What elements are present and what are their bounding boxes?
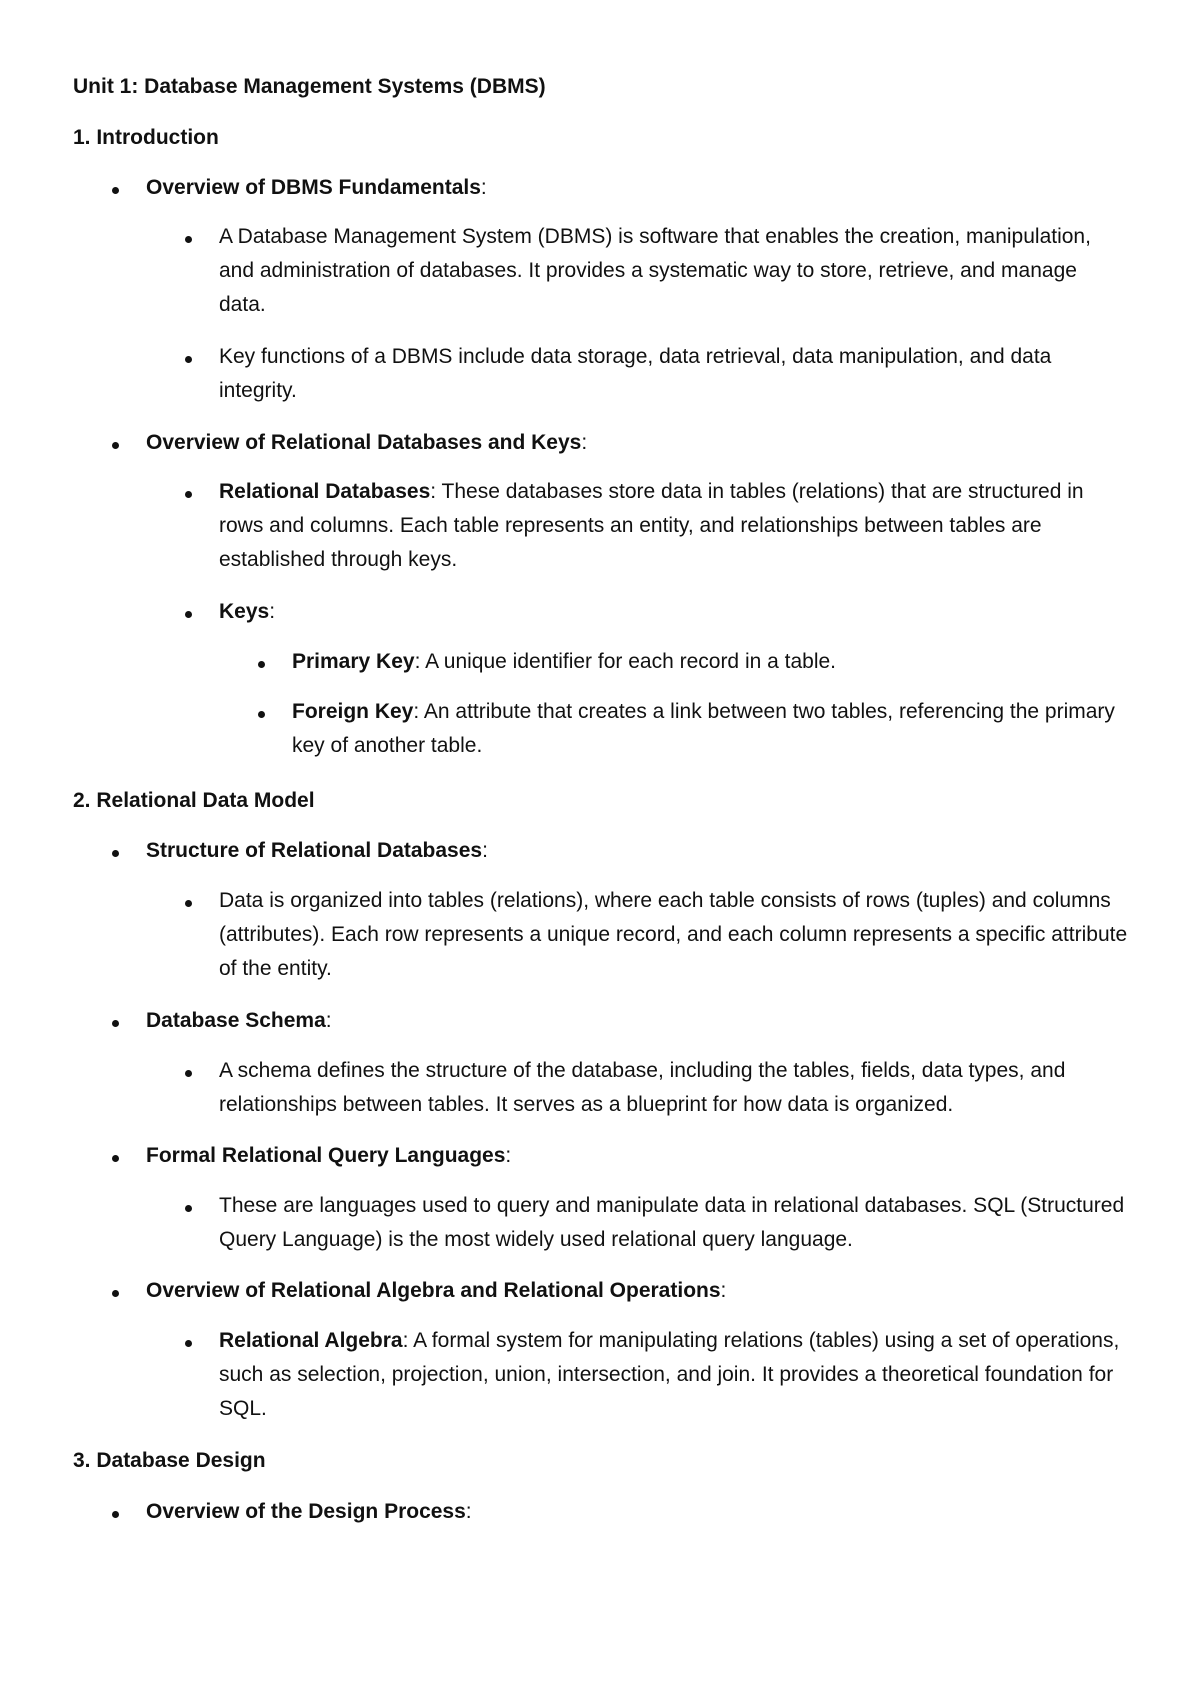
foreign-key-label: Foreign Key xyxy=(292,700,414,723)
dbms-definition-text: A Database Management System (DBMS) is software that enables the creation, manipulation, and administration of databases. It provides a systematic way to store, retrieve, and manage data. xyxy=(219,225,1091,316)
relational-algebra-item xyxy=(219,1324,1129,1426)
query-languages-item xyxy=(146,1139,1146,1173)
dbms-functions-text: Key functions of a DBMS include data storage, data retrieval, data manipulation, and data integrity. xyxy=(219,345,1052,402)
structure-item xyxy=(146,834,1146,868)
section-1-heading: 1. Introduction xyxy=(73,126,219,149)
bullet-icon xyxy=(112,1511,119,1518)
relational-databases-text: : These databases store data in tables (relations) that are structured in rows and columns. Each table represents an entity, and relationships between tables are established through keys. xyxy=(219,480,1084,571)
foreign-key-text: : An attribute that creates a link between two tables, referencing the primary key of another table. xyxy=(292,700,1115,757)
relational-databases-label: Relational Databases xyxy=(219,480,431,503)
bullet-icon xyxy=(112,1155,119,1162)
colon: : xyxy=(482,839,488,862)
structure-detail-text: Data is organized into tables (relations), where each table consists of rows (tuples) and columns (attributes). Each row represents a unique record, and each column represents a specific attribute of the entity. xyxy=(219,889,1128,980)
bullet-icon xyxy=(185,1340,192,1347)
structure-label: Structure of Relational Databases xyxy=(146,839,483,862)
bullet-icon xyxy=(185,900,192,907)
bullet-icon xyxy=(258,711,265,718)
bullet-icon xyxy=(185,1070,192,1077)
schema-item xyxy=(146,1004,1146,1038)
overview-dbms-label: Overview of DBMS Fundamentals xyxy=(146,176,481,199)
primary-key-item xyxy=(292,645,1132,679)
document-title: Unit 1: Database Management Systems (DBMS) xyxy=(73,75,546,98)
section-2-heading: 2. Relational Data Model xyxy=(73,789,315,812)
bullet-icon xyxy=(185,236,192,243)
overview-relational-label: Overview of Relational Databases and Keys xyxy=(146,431,582,454)
bullet-icon xyxy=(185,491,192,498)
primary-key-label: Primary Key xyxy=(292,650,415,673)
dbms-functions-item xyxy=(219,340,1129,408)
structure-detail-item xyxy=(219,884,1129,986)
query-languages-label: Formal Relational Query Languages xyxy=(146,1144,506,1167)
foreign-key-item xyxy=(292,695,1132,763)
query-languages-detail-text: These are languages used to query and manipulate data in relational databases. SQL (Structured Query Language) is the most widely used relational query language. xyxy=(219,1194,1125,1251)
colon: : xyxy=(505,1144,512,1167)
keys-item xyxy=(219,595,1129,629)
relational-algebra-overview-item xyxy=(146,1274,1146,1308)
schema-detail-text: A schema defines the structure of the database, including the tables, fields, data types, and relationships between tables. It serves as a blueprint for how data is organized. xyxy=(219,1059,1066,1116)
overview-dbms-item xyxy=(146,171,1146,205)
colon: : xyxy=(480,176,487,199)
bullet-icon xyxy=(185,356,192,363)
schema-detail-item xyxy=(219,1054,1129,1122)
bullet-icon xyxy=(185,611,192,618)
query-languages-detail-item xyxy=(219,1189,1129,1257)
bullet-icon xyxy=(112,850,119,857)
relational-algebra-overview-label: Overview of Relational Algebra and Relational Operations xyxy=(146,1279,721,1302)
relational-databases-item xyxy=(219,475,1129,577)
design-process-item xyxy=(146,1495,1146,1529)
bullet-icon xyxy=(112,187,119,194)
bullet-icon xyxy=(258,661,265,668)
relational-algebra-label: Relational Algebra xyxy=(219,1329,403,1352)
schema-label: Database Schema xyxy=(146,1009,326,1032)
dbms-definition-item xyxy=(219,220,1129,322)
bullet-icon xyxy=(112,442,119,449)
colon: : xyxy=(465,1500,472,1523)
bullet-icon xyxy=(185,1205,192,1212)
colon: : xyxy=(269,600,276,623)
keys-label: Keys xyxy=(219,600,270,623)
colon: : xyxy=(325,1009,332,1032)
primary-key-text: : A unique identifier for each record in a table. xyxy=(414,650,837,673)
section-3-heading: 3. Database Design xyxy=(73,1449,266,1472)
bullet-icon xyxy=(112,1290,119,1297)
overview-relational-item xyxy=(146,426,1146,460)
relational-algebra-text: : A formal system for manipulating relations (tables) using a set of operations, such as selection, projection, union, intersection, and join. It provides a theoretical foundation for SQL. xyxy=(219,1329,1120,1420)
design-process-label: Overview of the Design Process xyxy=(146,1500,466,1523)
bullet-icon xyxy=(112,1020,119,1027)
colon: : xyxy=(581,431,588,454)
colon: : xyxy=(720,1279,727,1302)
